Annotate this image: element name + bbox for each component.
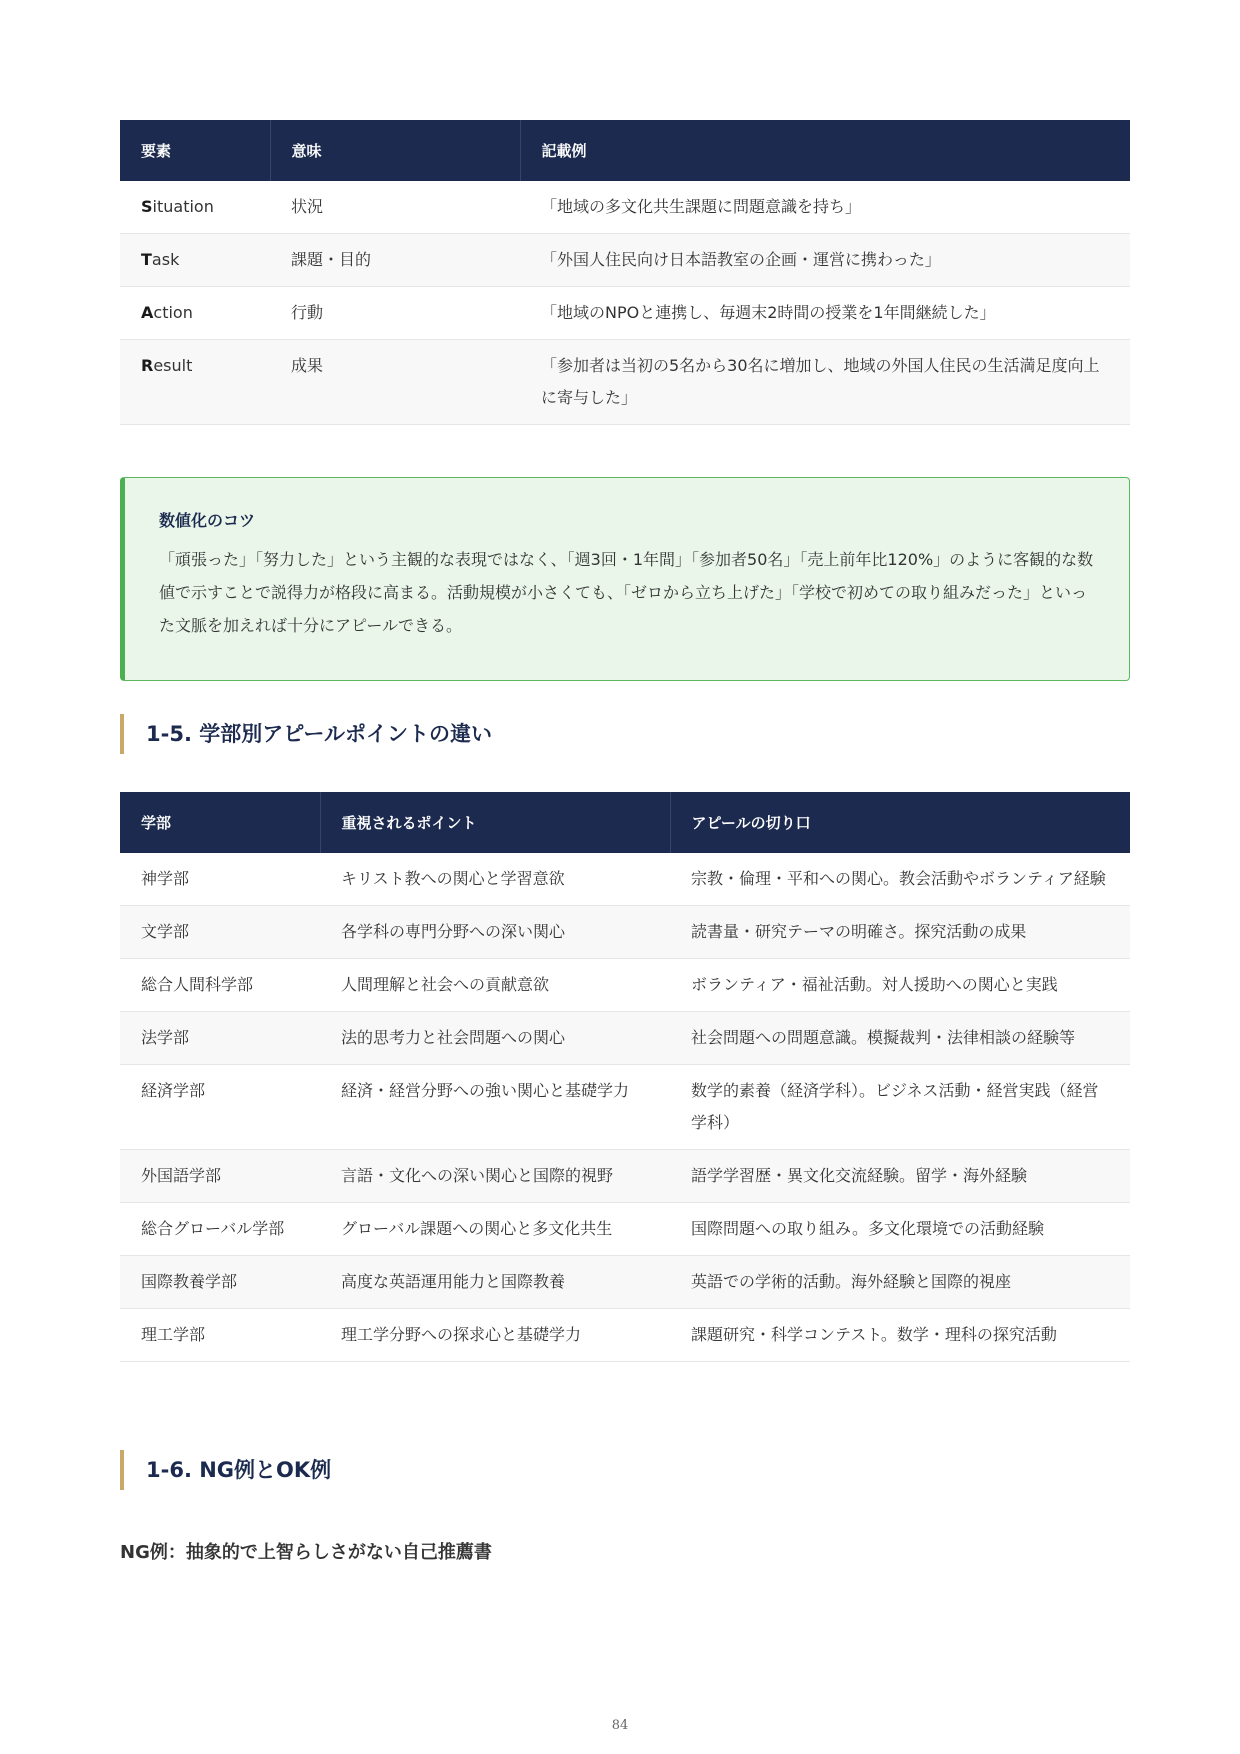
- faculty-table-row: [120, 1065, 1130, 1150]
- star-initial: S: [141, 197, 153, 216]
- page-number: 84: [611, 1718, 629, 1733]
- faculty-name-cell: 総合人間科学部: [120, 959, 320, 1012]
- star-element-cell: [120, 181, 270, 234]
- faculty-header-angle: アピールの切り口: [670, 792, 1130, 853]
- faculty-points-cell: キリスト教への関心と学習意欲: [320, 853, 670, 906]
- faculty-points-cell: 言語・文化への深い関心と国際的視野: [320, 1150, 670, 1203]
- faculty-angle-cell: ボランティア・福祉活動。対人援助への関心と実践: [670, 959, 1130, 1012]
- star-initial: T: [141, 250, 152, 269]
- faculty-name-cell: 理工学部: [120, 1309, 320, 1362]
- faculty-name-cell: 総合グローバル学部: [120, 1203, 320, 1256]
- star-initial: R: [141, 356, 154, 375]
- tip-title: 数値化のコツ: [159, 511, 256, 530]
- faculty-table: [120, 792, 1130, 1362]
- star-table-row: [120, 287, 1130, 340]
- faculty-name-cell: 経済学部: [120, 1065, 320, 1150]
- star-example-cell: 「外国人住民向け日本語教室の企画・運営に携わった」: [520, 234, 1130, 287]
- star-example-cell: 「参加者は当初の5名から30名に増加し、地域の外国人住民の生活満足度向上に寄与した」: [520, 340, 1130, 425]
- star-table: [120, 120, 1130, 425]
- star-example-cell: 「地域の多文化共生課題に問題意識を持ち」: [520, 181, 1130, 234]
- faculty-header-faculty: 学部: [120, 792, 320, 853]
- faculty-table-row: [120, 1203, 1130, 1256]
- faculty-angle-cell: 宗教・倫理・平和への関心。教会活動やボランティア経験: [670, 853, 1130, 906]
- faculty-table-row: [120, 1309, 1130, 1362]
- faculty-name-cell: 外国語学部: [120, 1150, 320, 1203]
- star-table-row: [120, 340, 1130, 425]
- star-example-cell: 「地域のNPOと連携し、毎週末2時間の授業を1年間継続した」: [520, 287, 1130, 340]
- faculty-angle-cell: 読書量・研究テーマの明確さ。探究活動の成果: [670, 906, 1130, 959]
- star-rest: ction: [153, 303, 193, 322]
- star-initial: A: [141, 303, 154, 322]
- faculty-name-cell: 法学部: [120, 1012, 320, 1065]
- faculty-points-cell: グローバル課題への関心と多文化共生: [320, 1203, 670, 1256]
- faculty-name-cell: 神学部: [120, 853, 320, 906]
- faculty-name-cell: 文学部: [120, 906, 320, 959]
- star-rest: ask: [151, 250, 180, 269]
- faculty-angle-cell: 社会問題への問題意識。模擬裁判・法律相談の経験等: [670, 1012, 1130, 1065]
- star-meaning-cell: 状況: [270, 181, 520, 234]
- star-element-cell: [120, 234, 270, 287]
- star-table-header: [120, 120, 1130, 181]
- faculty-table-row: [120, 906, 1130, 959]
- star-rest: esult: [153, 356, 193, 375]
- star-element-cell: [120, 287, 270, 340]
- section-heading-1-5: 1-5. 学部別アピールポイントの違い: [120, 714, 1130, 754]
- tip-body: 「頑張った」「努力した」という主観的な表現ではなく、「週3回・1年間」「参加者50名」「売上前年比120%」のように客観的な数値で示すことで説得力が格段に高まる。活動規模が小さくても、「ゼロから立ち上げた」「学校で初めての取り組みだった」といった文脈を加えれば十分にアピールできる。: [159, 550, 1094, 635]
- star-rest: ituation: [152, 197, 214, 216]
- faculty-table-row: [120, 853, 1130, 906]
- faculty-points-cell: 理工学分野への探求心と基礎学力: [320, 1309, 670, 1362]
- star-meaning-cell: 成果: [270, 340, 520, 425]
- section-heading-1-6: 1-6. NG例とOK例: [120, 1450, 1130, 1490]
- star-table-row: [120, 181, 1130, 234]
- star-meaning-cell: 課題・目的: [270, 234, 520, 287]
- faculty-table-row: [120, 959, 1130, 1012]
- star-meaning-cell: 行動: [270, 287, 520, 340]
- faculty-points-cell: 高度な英語運用能力と国際教養: [320, 1256, 670, 1309]
- faculty-table-row: [120, 1256, 1130, 1309]
- faculty-name-cell: 国際教養学部: [120, 1256, 320, 1309]
- faculty-points-cell: 各学科の専門分野への深い関心: [320, 906, 670, 959]
- faculty-table-row: [120, 1150, 1130, 1203]
- numeric-tip-box: [120, 477, 1130, 681]
- faculty-angle-cell: 数学的素養（経済学科）。ビジネス活動・経営実践（経営学科）: [670, 1065, 1130, 1150]
- faculty-table-row: [120, 1012, 1130, 1065]
- star-header-meaning: 意味: [270, 120, 520, 181]
- faculty-points-cell: 法的思考力と社会問題への関心: [320, 1012, 670, 1065]
- faculty-points-cell: 人間理解と社会への貢献意欲: [320, 959, 670, 1012]
- faculty-header-points: 重視されるポイント: [320, 792, 670, 853]
- star-table-row: [120, 234, 1130, 287]
- ng-example-heading: NG例：抽象的で上智らしさがない自己推薦書: [120, 1542, 492, 1563]
- faculty-angle-cell: 課題研究・科学コンテスト。数学・理科の探究活動: [670, 1309, 1130, 1362]
- faculty-table-header: [120, 792, 1130, 853]
- star-element-cell: [120, 340, 270, 425]
- faculty-points-cell: 経済・経営分野への強い関心と基礎学力: [320, 1065, 670, 1150]
- faculty-angle-cell: 英語での学術的活動。海外経験と国際的視座: [670, 1256, 1130, 1309]
- star-header-element: 要素: [120, 120, 270, 181]
- faculty-angle-cell: 語学学習歴・異文化交流経験。留学・海外経験: [670, 1150, 1130, 1203]
- star-header-example: 記載例: [520, 120, 1130, 181]
- faculty-angle-cell: 国際問題への取り組み。多文化環境での活動経験: [670, 1203, 1130, 1256]
